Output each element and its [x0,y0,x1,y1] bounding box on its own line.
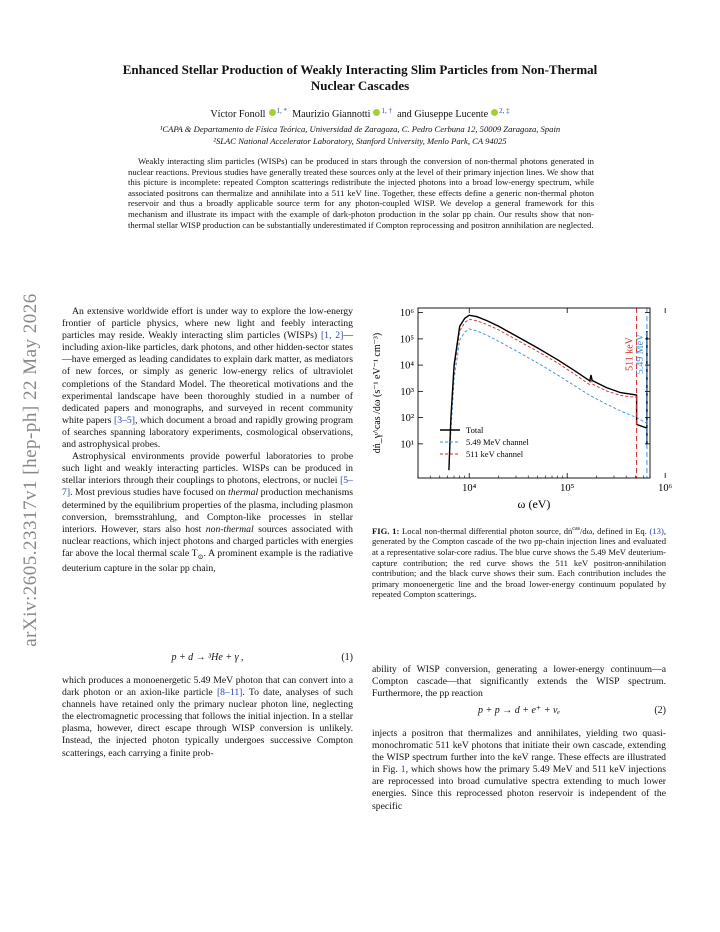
affiliation-1: ¹CAPA & Departamento de Física Teórica, Universidad de Zaragoza, C. Pedro Cerbuna 12, 50009 Zaragoza, Spain [159,124,561,134]
equation-2-body: p + p → d + e⁺ + νₑ [477,705,561,716]
paper-title [60,62,660,94]
y-tick-label-1: 10² [400,413,414,425]
arxiv-side-stamp [20,293,42,647]
citation-link[interactable]: (13) [649,525,664,536]
author-list [60,107,660,120]
left-column-bottom [62,675,353,760]
equation-1-number: (1) [341,652,353,663]
vline-label-0: 511 keV [624,337,636,371]
left-column-top [62,306,353,575]
vline-label-1: 5.49 MeV [634,333,646,375]
affiliation-2: ²SLAC National Accelerator Laboratory, Stanford University, Menlo Park, CA 94025 [213,136,507,146]
legend-label-0: Total [466,425,484,435]
orcid-icon[interactable] [373,109,380,116]
author-marks: 2, ‡ [499,107,510,115]
intro-paragraph-3: which produces a monoenergetic 5.49 MeV photon that can convert into a dark photon or an axion-like particle [8–11]. To date, analyses of such channels have retained only the primary nuclear photon line, neglecting the electromagnetic processing that follows the initial injection. In a stellar plasma, however, direct escape through WISP conversion is unlikely. Instead, the injected photon typically undergoes successive Compton scatterings, each carrying a finite prob- [62,675,353,759]
y-tick-label-5: 10⁶ [399,308,414,320]
y-tick-label-4: 10⁵ [399,334,414,346]
x-tick-label-2: 10⁶ [658,483,673,494]
orcid-icon[interactable] [491,109,498,116]
arxiv-identifier: arXiv:2605.23317v1 [hep-ph] 22 May 2026 [20,293,41,647]
citation-link[interactable]: [5–7] [62,475,353,499]
y-axis-label: dṅ_γ^cas /dω (s⁻¹ eV⁻¹ cm⁻³) [372,332,383,454]
figure-1-caption: FIG. 1: Local non-thermal differential photon source, dṅ$^{cas}$/dω, defined in Eq. (13), generated by the Compton cascade of the two pp-chain injection lines and evaluated at a representative solar-core radius. The blue curve shows the 5.49 MeV deuterium-capture contribution; the red curve shows the 511 keV positron-annihilation contribution; and the black curve shows their sum. Each contribution includes the primary monoenergetic line and the broad lower-energy continuum populated by repeated Compton scatterings. [372,525,666,600]
series-line-2 [449,319,637,470]
title-line-1: Enhanced Stellar Production of Weakly Interacting Slim Particles from Non-Thermal [122,62,598,77]
orcid-icon[interactable] [269,109,276,116]
author-name: Maurizio Giannotti [292,109,371,120]
y-tick-label-2: 10³ [400,386,414,398]
title-line-2: Nuclear Cascades [310,78,410,93]
equation-1 [62,652,353,663]
y-tick-label-3: 10⁴ [399,360,414,372]
citation-link[interactable]: [1, 2] [320,330,344,342]
equation-1-body: p + d → ³He + γ , [171,652,244,663]
y-tick-label-0: 10¹ [400,439,414,451]
abstract: Weakly interacting slim particles (WISPs) can be produced in stars through the conversion of non-thermal photons generated in nuclear reactions. Previous studies have generally treated these sources only at the level of their primary injection lines. We show that this picture is incomplete: repeated Compton scatterings redistribute the injected photons into a broad low-energy spectrum, while associated positrons can thermalize and annihilate into a 511 keV line. Together, these effects define a generic non-thermal photon reservoir and thus a broadly applicable source term for any photon-coupled WISP. We develop a general framework for this mechanism and illustrate its impact with the example of dark-photon production in the solar pp chain. Our results show that non-thermal stellar WISP production can be substantially underestimated if Compton reprocessing and positron annihilation are neglected. [128,156,594,230]
author-joiner: and [397,109,412,120]
right-paragraph-1: ability of WISP conversion, generating a lower-energy continuum—a Compton cascade—that significantly extends the WISP spectrum. Furthermore, the pp reaction [372,664,666,700]
legend-label-1: 5.49 MeV channel [466,437,529,447]
intro-paragraph-1: An extensive worldwide effort is under way to explore the low-energy frontier of particle physics, where new light and feebly interacting particles may reside. Weakly interacting slim particles (WISPs) [1, 2]—including axion-like particles, dark photons, and other hidden-sector states—have emerged as leading candidates to explain dark matter, as mediators of new forces, or simply as generic low-energy relics of ultraviolet completions of the Standard Model. The theoretical motivations and the experimental landscape have been thoroughly studied in a number of dedicated papers and monographs, and surveyed in recent community white papers [3–5], which document a broad and rapidly growing program of searches spanning laboratory experiments, cosmological observations, and astrophysical probes. [62,306,353,451]
equation-2-number: (2) [654,705,666,716]
legend-label-2: 511 keV channel [466,449,524,459]
x-tick-label-1: 10⁵ [560,483,575,494]
equation-2 [372,705,666,716]
right-column-top [372,664,666,700]
right-paragraph-2: injects a positron that thermalizes and annihilates, yielding two quasi-monochromatic 511 keV photons that initiate their own cascade, extending the WISP spectrum further into the keV range. These effects are illustrated in Fig. 1, which shows how the primary 5.49 MeV and 511 keV injections are reprocessed into broad cumulative spectra extending to much lower energies. Since this reprocessed photon reservoir is independent of the specific [372,728,666,812]
author-marks: 1, * [276,107,287,115]
citation-link[interactable]: [3–5] [114,414,135,426]
x-tick-label-0: 10⁴ [462,483,477,494]
right-column-bottom [372,728,666,813]
figure-1-chart [368,300,673,512]
author-name: Giuseppe Lucente [414,109,489,120]
x-axis-label: ω (eV) [517,497,551,511]
author-marks: 1, † [381,107,392,115]
intro-paragraph-2: Astrophysical environments provide powerful laboratories to probe such light and weakly interacting particles. WISPs can be produced in stellar interiors through their couplings to photons, electrons, or nuclei [5–7]. Most previous studies have focused on thermal production mechanisms determined by the equilibrium properties of the plasma, including plasmon conversion, bremsstrahlung, and Compton-like processes in stellar interiors. However, stars also host non-thermal sources associated with nuclear reactions, which inject photons and charged particles with energies far above the local thermal scale $T_⊙$. A prominent example is the radiative deuterium capture in the solar pp chain, [62,451,353,574]
citation-link[interactable]: [8–11] [216,687,243,699]
citation-link[interactable]: 1 [400,764,406,776]
author-name: Víctor Fonoll [210,109,266,120]
